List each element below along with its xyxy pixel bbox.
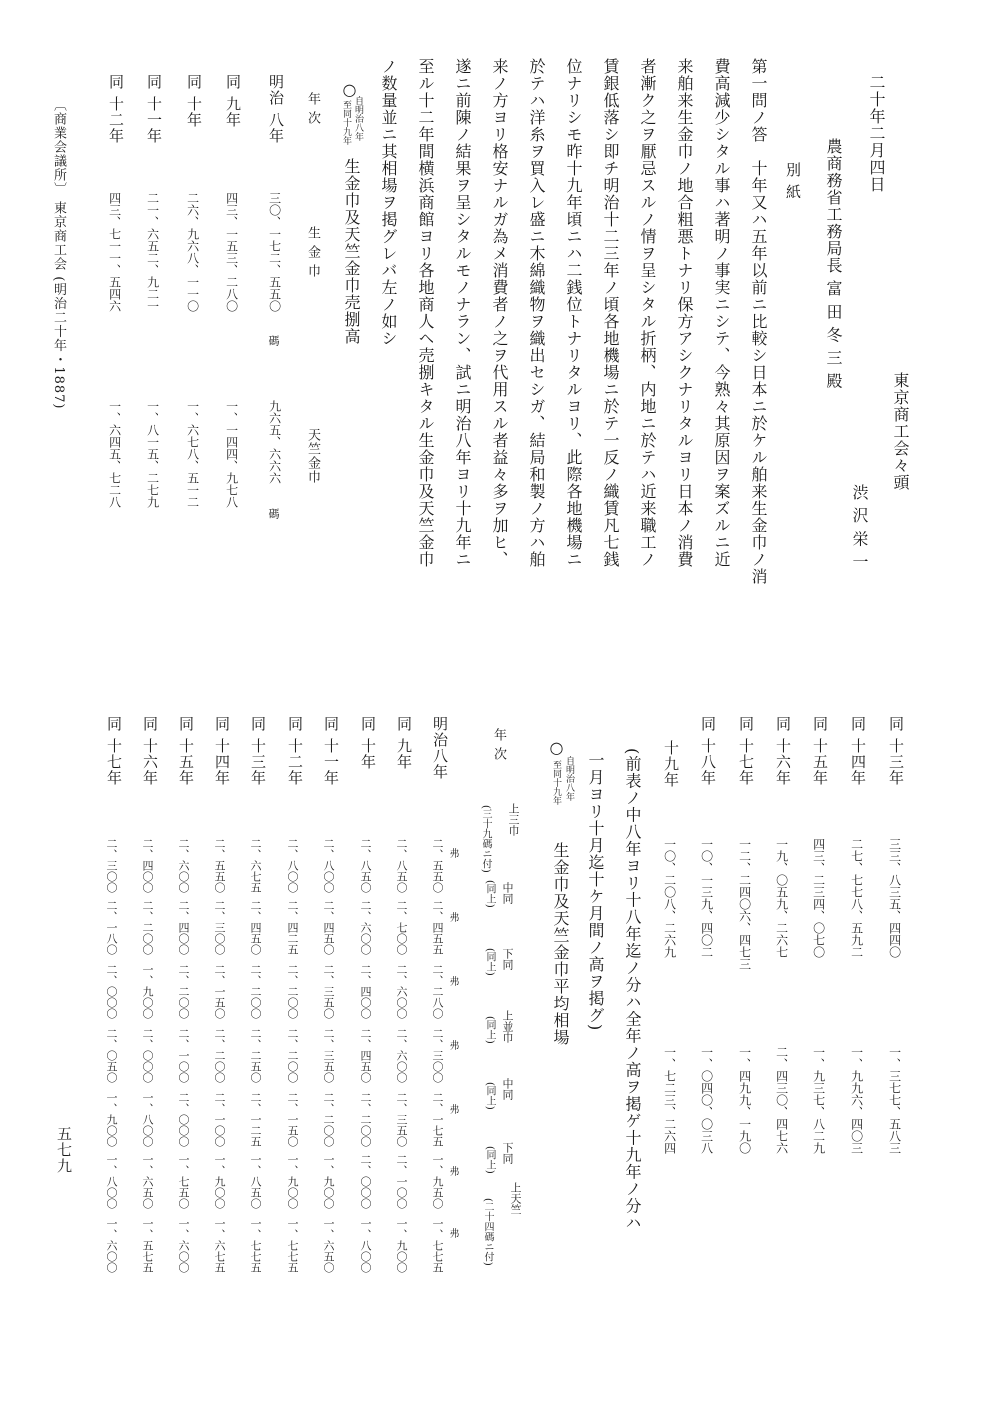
table2-value: 二、〇〇〇 [105,964,118,1019]
currency-mark: 弗 [447,1228,458,1238]
body-line: 於テハ洋糸ヲ買入レ盛ニ木綿織物ヲ織出セシガ、結局和製ノ方ハ舶 [527,58,546,568]
table2-value: 二、八〇〇 [286,838,299,893]
sender-org: 東京商工会々頭 [891,372,910,491]
table1-note: 一月ヨリ十月迄十ケ月間ノ高ヲ掲グ) [586,752,605,1032]
table2-value: 一、九〇〇 [395,1218,408,1273]
table2-value: 二、一八〇 [105,900,118,955]
table1-tenjiku-value: 一、六七八、五一二 [185,400,200,508]
table2-value: 一、八〇〇 [141,1092,154,1147]
table2-year: 同 十二年 [286,716,304,786]
table2-value: 二、四五〇 [359,1028,372,1083]
table1-year: 同 九年 [224,74,242,128]
table2-value: 二、六〇〇 [177,838,190,893]
table2-value: 一、九〇〇 [286,1154,299,1209]
table1-raw-value: 二六、九六八、一一〇 [185,192,200,312]
table1-tenjiku-value: 一、〇四〇、〇三八 [699,1046,714,1154]
table1-raw-value: 一〇、二〇八、二六九 [662,838,677,958]
table2-header-year: 年 次 [491,728,506,762]
source-note: 〔商業会議所〕 東京商工会 (明治二十年・1887) [51,98,66,410]
table2-value: 二、二〇〇 [141,900,154,955]
table1-year: 同 十一年 [145,74,163,144]
table1-tenjiku-value: 一、四九九、一九〇 [737,1046,752,1154]
table2-col-label: 上天竺 [509,1182,522,1215]
table2-value: 一、九〇〇 [141,964,154,1019]
table1-year: 同 十三年 [887,716,905,786]
table1-raw-value: 一二、二四〇六、四七三 [737,838,752,970]
body-line: 位ナリシモ昨十九年頃ニハ二銭位トナリタルヨリ、此際各地機場ニ [564,58,583,568]
table1-raw-value: 三三、八三五、四四〇 [887,838,902,958]
table1-tenjiku-value: 一、一四四、九七八 [224,400,239,508]
table2-value: 一、六〇〇 [177,1218,190,1273]
table2-value: 一、九〇〇 [105,1092,118,1147]
table2-col-label: 下同 [501,948,514,970]
table2-col-label: 上並巾 [501,1010,514,1043]
table2-col-label: 中同 [501,882,514,904]
table2-year: 同 十三年 [249,716,267,786]
table2-value: 二、〇〇〇 [359,1154,372,1209]
table2-value: 二、四〇〇 [141,838,154,893]
table1-marker: ○ [340,80,359,99]
table1-raw-value: 二一、六五二、九二一 [145,192,160,312]
table2-year: 同 九年 [395,716,413,770]
table2-col-sub: (二十四碼ニ付) [482,1198,493,1266]
body-line: 賃銀低落シ即チ明治十二三年ノ頃各地機場ニ於テ一反ノ織賃凡七銭 [601,58,620,568]
table1-tenjiku-value: 二、四三〇、四七六 [774,1046,789,1154]
table2-value: 二、六〇〇 [359,900,372,955]
table1-header-tenjiku: 天竺金巾 [305,428,320,484]
table2-value: 二、二〇〇 [286,1028,299,1083]
table2-value: 二、四二五 [286,900,299,955]
table2-value: 二、三〇〇 [105,838,118,893]
body-line: 者漸ク之ヲ厭忌スルノ情ヲ呈シタル折柄、内地ニ於テハ近来職工ノ [638,58,657,568]
table2-value: 二、一五〇 [286,1092,299,1147]
body-line: 来ノ方ヨリ格安ナルガ為メ消費者ノ之ヲ代用スル者益々多ヲ加ヒ、 [490,58,509,568]
table1-year: 同 十六年 [774,716,792,786]
table1-raw-value: 四三、一五三、二八〇 [224,192,239,312]
table2-value: 二、五五〇 [431,838,444,893]
table2-col-sub: (三十九碼ニ付) [480,805,491,873]
table2-value: 二、〇五〇 [105,1028,118,1083]
table1-year: 明治 八年 [267,74,285,144]
table1-note: (前表ノ中八年ヨリ十八年迄ノ分ハ全年ノ高ヲ掲ゲ十九年ノ分ハ [623,748,642,1232]
table2-value: 二、四〇〇 [359,964,372,1019]
table2-value: 一、六五〇 [141,1154,154,1209]
table1-unit-tenjiku: 碼 [267,508,280,519]
body-line: 至ル十二年間横浜商館ヨリ各地商人ヘ売捌キタル生金巾及天竺金巾 [416,58,435,568]
page-number: 五七九 [55,1126,73,1174]
table2-year: 明治八年 [431,716,449,780]
table1-raw-value: 二七、七七八、五九二 [849,838,864,958]
letter-date: 二十年二月四日 [867,74,886,193]
table2-value: 二、三〇〇 [213,900,226,955]
table1-tenjiku-value: 一、六四五、七二八 [107,400,122,508]
table2-col-sub: (同上) [484,1146,495,1174]
recipient: 農商務省工務局長 富 田 冬 三 殿 [824,138,843,390]
table2-col-sub: (同上) [484,1082,495,1110]
table2-value: 二、一七五 [431,1092,444,1147]
table2-value: 一、七七五 [249,1218,262,1273]
table2-value: 一、八〇〇 [359,1218,372,1273]
table2-value: 二、二八〇 [431,964,444,1019]
table2-value: 一、七五〇 [177,1154,190,1209]
table2-value: 二、四五〇 [249,900,262,955]
body-line: 費高減少シタル事ハ著明ノ事実ニシテ、今熟々其原因ヲ案ズルニ近 [712,58,731,568]
table2-marker: ○ [547,738,566,757]
table2-value: 二、四〇〇 [177,900,190,955]
body-line: 遂ニ前陳ノ結果ヲ呈シタルモノナラン、試ニ明治八年ヨリ十九年ニ [453,58,472,568]
table2-col-sub: (同上) [484,948,495,976]
table2-value: 一、七七五 [286,1218,299,1273]
table1-header-year: 年 次 [305,92,320,126]
table2-value: 二、七〇〇 [395,900,408,955]
table2-value: 二、六〇〇 [395,1028,408,1083]
table2-value: 一、六〇〇 [105,1218,118,1273]
table2-value: 二、一〇〇 [213,1092,226,1147]
table2-value: 一、八〇〇 [105,1154,118,1209]
table2-value: 一、九五〇 [431,1154,444,1209]
table2-year: 同 十一年 [322,716,340,786]
table2-value: 二、二〇〇 [286,964,299,1019]
table1-year: 同 十七年 [737,716,755,786]
table1-range-bottom: 至同十九年 [341,100,351,145]
table1-raw-value: 四三、七一一、五四六 [107,192,122,312]
table2-value: 二、八五〇 [395,838,408,893]
table2-value: 二、一〇〇 [395,1154,408,1209]
table2-value: 一、六七五 [213,1218,226,1273]
table1-year: 同 十八年 [699,716,717,786]
body-line: 第一問ノ答 十年又ハ五年以前ニ比較シ日本ニ於ケル舶来生金巾ノ消 [749,58,768,585]
table2-col-label: 中同 [501,1078,514,1100]
table2-year: 同 十年 [359,716,377,770]
table2-value: 二、八五〇 [359,838,372,893]
table2-range-top: 自明治八年 [564,756,574,801]
table2-value: 二、三五〇 [322,964,335,1019]
table1-unit-raw: 碼 [267,335,280,346]
table2-value: 二、三〇〇 [431,1028,444,1083]
table2-value: 二、四五〇 [322,900,335,955]
table2-value: 二、二〇〇 [213,1028,226,1083]
table2-value: 一、九〇〇 [322,1154,335,1209]
table2-value: 一、六五〇 [322,1218,335,1273]
table2-value: 二、〇〇〇 [141,1028,154,1083]
table2-value: 二、二五〇 [249,1028,262,1083]
table2-col-label: 上三巾 [507,803,520,836]
table2-value: 二、一二五 [249,1092,262,1147]
table1-year: 同 十四年 [849,716,867,786]
table2-value: 二、三五〇 [395,1092,408,1147]
table2-year: 同 十六年 [141,716,159,786]
table2-value: 二、一五〇 [213,964,226,1019]
table1-tenjiku-value: 一、七二三、二六四 [662,1046,677,1154]
table1-year: 十九年 [662,740,680,788]
table2-value: 二、六〇〇 [395,964,408,1019]
table1-year: 同 十年 [185,74,203,128]
table1-tenjiku-value: 一、三七七、五八三 [887,1046,902,1154]
table1-tenjiku-value: 一、九九六、四〇三 [849,1046,864,1154]
currency-mark: 弗 [447,1166,458,1176]
table1-range-top: 自明治八年 [353,96,363,141]
table2-col-sub: (同上) [484,1016,495,1044]
table2-year: 同 十七年 [105,716,123,786]
attachment-label: 別 紙 [784,162,802,200]
body-line: ノ数量並ニ其相場ヲ掲グレバ左ノ如シ [379,58,398,347]
table2-value: 二、二〇〇 [322,1092,335,1147]
table2-value: 二、二〇〇 [359,1092,372,1147]
table1-tenjiku-value: 一、八一五、二七九 [145,400,160,508]
table1-tenjiku-value: 九六五、六六六 [267,400,282,484]
table2-year: 同 十五年 [177,716,195,786]
sender-name: 渋 沢 栄 一 [850,484,869,571]
table1-raw-value: 三〇、一七二、五五〇 [267,192,282,312]
table2-value: 一、七七五 [431,1218,444,1273]
table1-header-raw: 生 金 巾 [305,226,320,279]
table1-year: 同 十五年 [811,716,829,786]
table2-value: 二、四五五 [431,900,444,955]
table2-value: 一、九〇〇 [213,1154,226,1209]
table1-raw-value: 四三、二三四、〇七〇 [811,838,826,958]
table2-value: 二、一〇〇 [177,1028,190,1083]
currency-mark: 弗 [447,1104,458,1114]
table2-range-bottom: 至同十九年 [551,760,561,805]
table2-title: 生金巾及天竺金巾平均相場 [551,842,570,1046]
table2-year: 同 十四年 [213,716,231,786]
currency-mark: 弗 [447,912,458,922]
table2-value: 二、三五〇 [322,1028,335,1083]
table2-value: 二、二〇〇 [177,964,190,1019]
table1-year: 同 十二年 [107,74,125,144]
body-line: 来舶来生金巾ノ地合粗悪トナリ保方アシクナリタルヨリ日本ノ消費 [675,58,694,568]
table1-tenjiku-value: 一、九三七、八二九 [811,1046,826,1154]
currency-mark: 弗 [447,848,458,858]
table2-value: 二、〇〇〇 [177,1092,190,1147]
table2-value: 二、五五〇 [213,838,226,893]
table2-col-label: 下同 [501,1142,514,1164]
table2-value: 二、六七五 [249,838,262,893]
currency-mark: 弗 [447,976,458,986]
table1-raw-value: 一九、〇五九、二六七 [774,838,789,958]
table2-value: 二、二〇〇 [249,964,262,1019]
table1-title: 生金巾及天竺金巾売捌高 [342,158,361,345]
table1-raw-value: 一〇、一三九、四〇二 [699,838,714,958]
table2-value: 一、八五〇 [249,1154,262,1209]
table2-value: 二、八〇〇 [322,838,335,893]
table2-value: 一、五七五 [141,1218,154,1273]
table2-col-sub: (同上) [484,880,495,908]
currency-mark: 弗 [447,1040,458,1050]
